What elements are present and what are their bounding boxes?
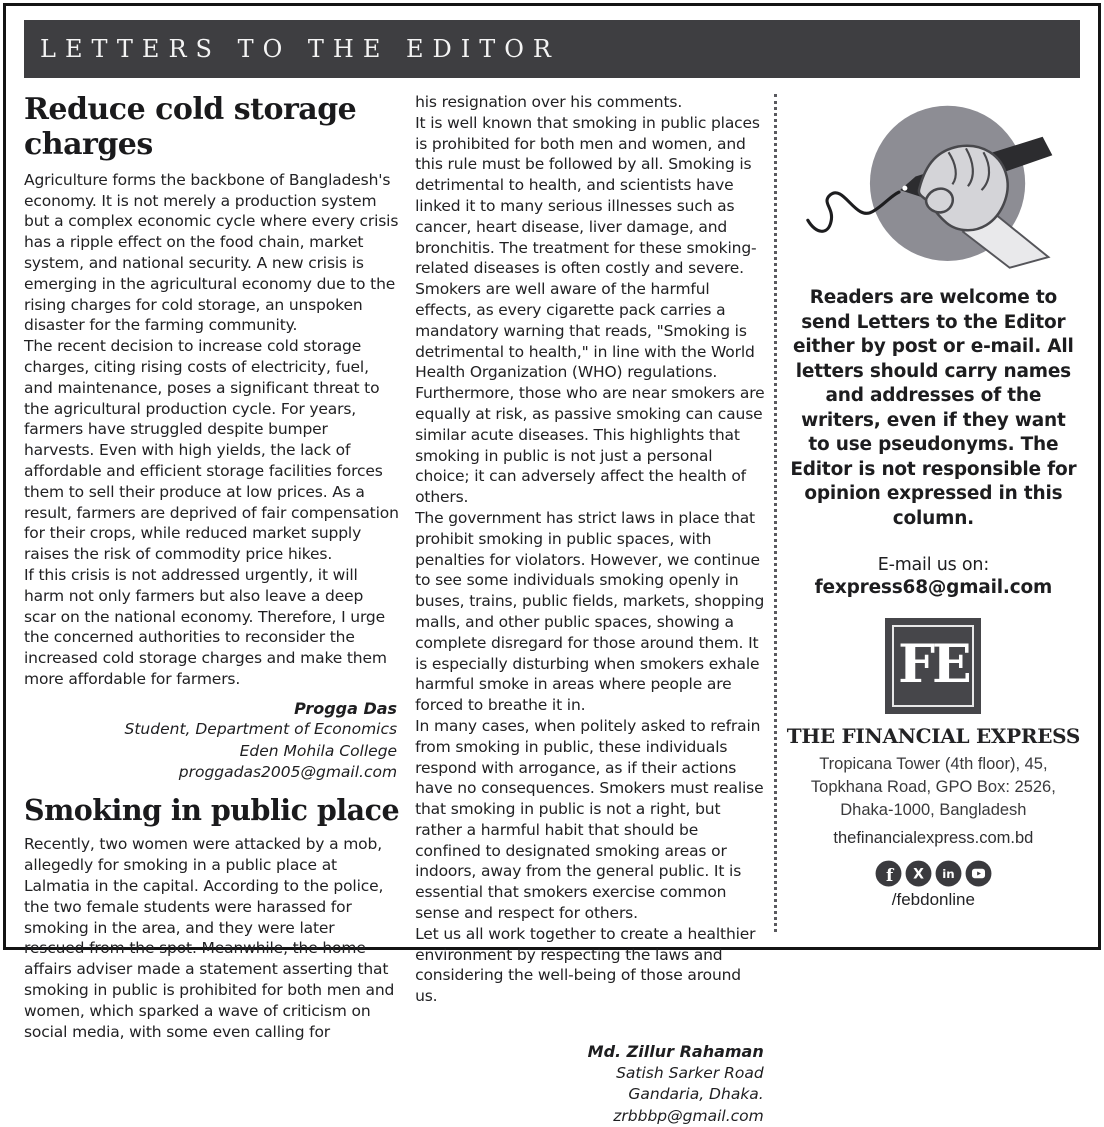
letter2-signature (415, 1041, 764, 1127)
letter1-signature (24, 698, 397, 784)
linkedin-icon (935, 860, 962, 887)
hand-writing-illustration (802, 96, 1064, 274)
email-label: E-mail us on: (877, 555, 990, 575)
svg-text:X: X (912, 866, 924, 883)
letter1-paragraph: Agriculture forms the backbone of Bangladesh's economy. It is not merely a production system but a complex economic cycle where every crisis has a ripple effect on the food chain, market system, and national security. A new crisis is emerging in the agricultural economy due to the rising charges for cold storage, an unspoken disaster for the farming community. (24, 170, 399, 335)
letter1-title: Reduce cold storage charges (24, 92, 357, 163)
publisher-address (787, 753, 1080, 822)
hand-writing-pen-icon (802, 96, 1064, 271)
svg-text:f: f (885, 864, 894, 885)
section-masthead (24, 20, 1080, 78)
signature-line: Gandaria, Dhaka. (628, 1085, 764, 1104)
x-twitter-icon (905, 860, 932, 887)
column-right (787, 92, 1080, 940)
content-columns (6, 78, 1098, 1125)
address-line: Topkhana Road, GPO Box: 2526, (810, 778, 1056, 796)
facebook-icon (875, 860, 902, 887)
address-line: Dhaka-1000, Bangladesh (840, 801, 1027, 819)
letter2-paragraph: Let us all work together to create a healthier environment by respecting the laws and considering the well-being of those around us. (415, 924, 756, 1006)
signature-name: Progga Das (294, 698, 398, 718)
youtube-icon (965, 860, 992, 887)
address-line: Tropicana Tower (4th floor), 45, (819, 755, 1048, 773)
svg-text:in: in (942, 867, 955, 881)
column-middle (415, 92, 766, 1125)
contact-email: fexpress68@gmail.com (814, 577, 1053, 598)
letter1-paragraph: The recent decision to increase cold storage charges, citing rising costs of electricity, fuel, and maintenance, poses a significant threat to the agricultural production cycle. For years, farmers have struggled despite bumper harvests. Even with high yields, the lack of affordable and efficient storage facilities forces them to sell their produce at low prices. As a result, farmers are deprived of fair compensation for their crops, while reduced market supply raises the risk of commodity price hikes. (24, 337, 399, 564)
letter2-title: Smoking in public place (24, 792, 400, 827)
fe-logo (885, 618, 981, 714)
newspaper-brand-name: THE FINANCIAL EXPRESS (786, 724, 1080, 748)
social-icons-row (787, 860, 1080, 887)
signature-line: Satish Sarker Road (616, 1063, 764, 1082)
fe-monogram: FE (892, 625, 974, 707)
signature-name: Md. Zillur Rahaman (587, 1042, 764, 1062)
letter2-paragraph: Recently, two women were attacked by a mob, allegedly for smoking in a public place at Lalmatia in the capital. According to the police, the two female students were harassed for smoking in the area, and they were later rescued from the spot. Meanwhile, the home affairs adviser made a statement asserting that smoking in public is prohibited for both men and women, which sparked a wave of criticism on social media, with some even calling for (24, 835, 395, 1041)
social-handle: /febdonline (891, 890, 975, 909)
letter2-paragraph: It is well known that smoking in public places is prohibited for both men and women, and this rule must be followed by all. Smoking is detrimental to health, and scientists have linked it to many serious illnesses such as cancer, heart disease, liver damage, and bronchitis. The treatment for these smoking-related diseases is often costly and severe. Smokers are well aware of the harmful effects, as every cigarette pack carries a mandatory warning that reads, "Smoking is detrimental to health," in line with the World Health Organization (WHO) regulations. (415, 113, 760, 382)
signature-email: proggadas2005@gmail.com (178, 763, 398, 782)
signature-email: zrbbbp@gmail.com (613, 1106, 764, 1125)
letter2-paragraph: Furthermore, those who are near smokers are equally at risk, as passive smoking can cause similar acute diseases. This highlights that smoking in public is not just a personal choice; it can adversely affect the health of others. (415, 384, 765, 507)
letter2-paragraph: his resignation over his comments. (415, 93, 683, 111)
page-frame (3, 3, 1101, 1125)
letter2-paragraph: The government has strict laws in place that prohibit smoking in public spaces, with penalties for violators. However, we continue to see some individuals smoking openly in buses, trains, public fields, markets, shopping malls, and other public spaces, showing a complete disregard for those around them. It is especially disturbing when smokers exhale harmful smoke in areas where people are forced to breathe it in. (415, 508, 765, 715)
signature-line: Eden Mohila College (239, 741, 398, 760)
signature-line: Student, Department of Economics (124, 720, 398, 739)
letters-policy-notice: Readers are welcome to send Letters to the Editor either by post or e-mail. All letters should carry names and addresses of the writers, even if they want to use pseudonyms. The Editor is not responsible for opinion expressed in this column. (790, 287, 1077, 529)
letter2-paragraph: In many cases, when politely asked to refrain from smoking in public, these individuals respond with arrogance, as if their actions have no consequences. Smokers must realise that smoking in public is not a right, but rather a harmful habit that should be confined to designated smoking areas or indoors, away from the general public. It is essential that smokers exercise common sense and respect for others. (415, 716, 764, 923)
column-left (24, 92, 400, 1041)
column-divider (774, 94, 777, 932)
letter1-paragraph: If this crisis is not addressed urgently, it will harm not only farmers but also leave a deep scar on the national economy. Therefore, I urge the concerned authorities to reconsider the increased cold storage charges and make them more affordable for farmers. (24, 565, 387, 688)
section-title: LETTERS TO THE EDITOR (40, 35, 560, 63)
email-block (787, 555, 1080, 598)
website-url: thefinancialexpress.com.bd (833, 829, 1034, 847)
